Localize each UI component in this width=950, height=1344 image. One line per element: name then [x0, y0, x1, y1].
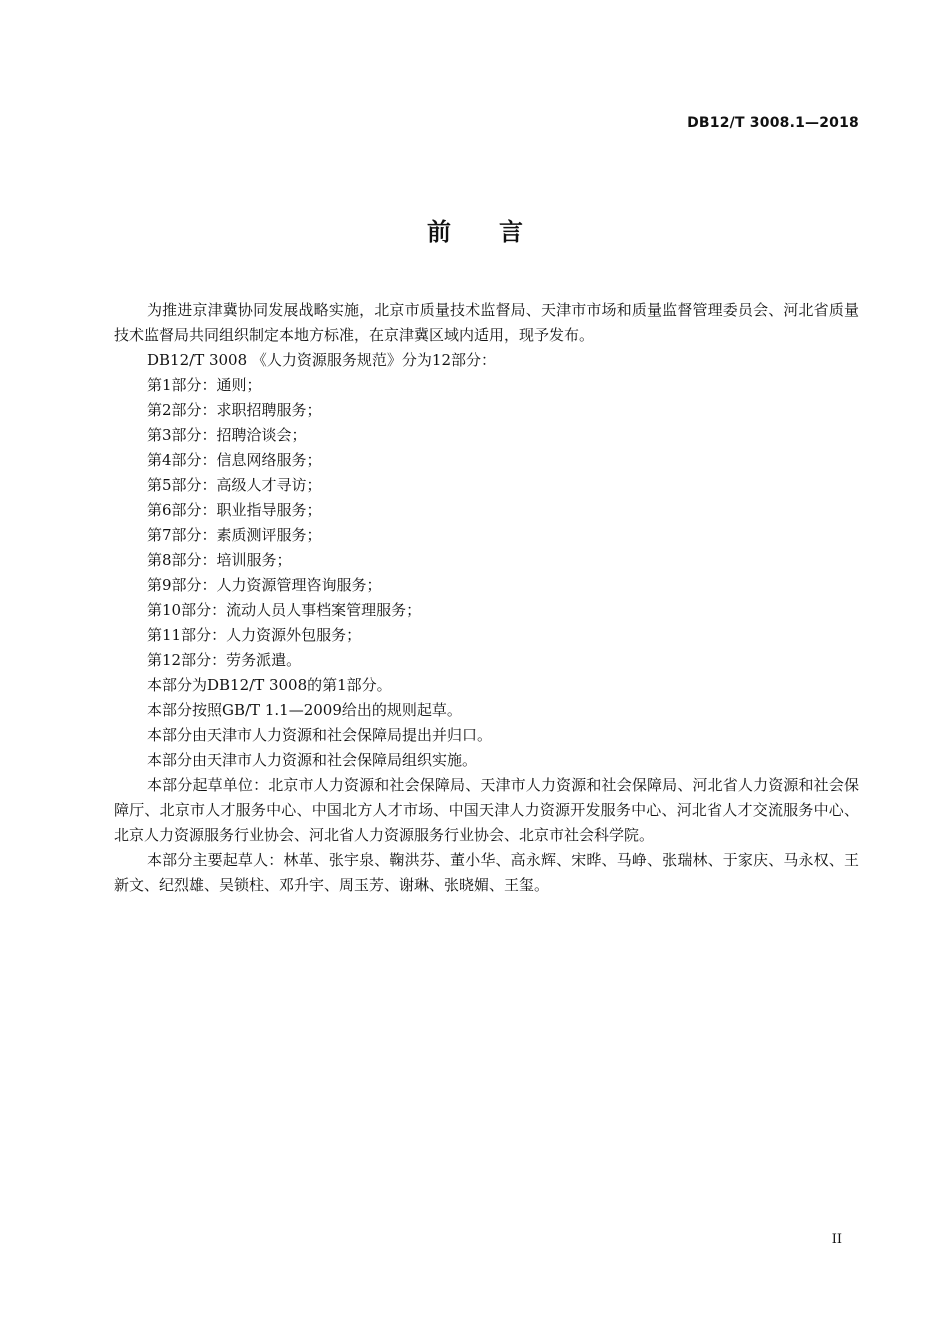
list-item-part-2: 第2部分：求职招聘服务； [147, 401, 322, 419]
paragraph-drafters: 本部分主要起草人：林革、张宇泉、鞠洪芬、董小华、高永辉、宋晔、马峥、张瑞林、于家庆、马永权、王新文、纪烈雄、吴锁柱、邓升宇、周玉芳、谢琳、张晓媚、王玺。 [114, 851, 859, 894]
paragraph-drafting-units: 本部分起草单位：北京市人力资源和社会保障局、天津市人力资源和社会保障局、河北省人力资源和社会保障厅、北京市人才服务中心、中国北方人才市场、中国天津人力资源开发服务中心、河北省人才交流服务中心、北京人力资源服务行业协会、河北省人力资源服务行业协会、北京市社会科学院。 [114, 776, 859, 844]
list-item-part-10: 第10部分：流动人员人事档案管理服务； [147, 601, 422, 619]
list-item-part-7: 第7部分：素质测评服务； [147, 526, 322, 544]
page-title: 前言 [427, 218, 571, 246]
paragraph-drafting-rules: 本部分按照GB/T 1.1—2009给出的规则起草。 [147, 701, 462, 719]
paragraph-intro: 为推进京津冀协同发展战略实施，北京市质量技术监督局、天津市市场和质量监督管理委员会、河北省质量技术监督局共同组织制定本地方标准，在京津冀区域内适用，现予发布。 [114, 301, 859, 344]
paragraph-parts-overview: DB12/T 3008 《人力资源服务规范》分为12部分： [147, 351, 496, 369]
paragraph-proposed-by: 本部分由天津市人力资源和社会保障局提出并归口。 [147, 726, 493, 744]
list-item-part-12: 第12部分：劳务派遣。 [147, 651, 302, 669]
list-item-part-3: 第3部分：招聘洽谈会； [147, 426, 307, 444]
page-number: II [831, 1232, 842, 1247]
list-item-part-5: 第5部分：高级人才寻访； [147, 476, 322, 494]
list-item-part-4: 第4部分：信息网络服务； [147, 451, 322, 469]
document-code: DB12/T 3008.1—2018 [687, 115, 859, 131]
list-item-part-11: 第11部分：人力资源外包服务； [147, 626, 362, 644]
foreword-body [114, 298, 859, 898]
list-item-part-8: 第8部分：培训服务； [147, 551, 292, 569]
list-item-part-6: 第6部分：职业指导服务； [147, 501, 322, 519]
paragraph-this-part: 本部分为DB12/T 3008的第1部分。 [147, 676, 392, 694]
list-item-part-1: 第1部分：通则； [147, 376, 262, 394]
list-item-part-9: 第9部分：人力资源管理咨询服务； [147, 576, 382, 594]
paragraph-implemented-by: 本部分由天津市人力资源和社会保障局组织实施。 [147, 751, 478, 769]
